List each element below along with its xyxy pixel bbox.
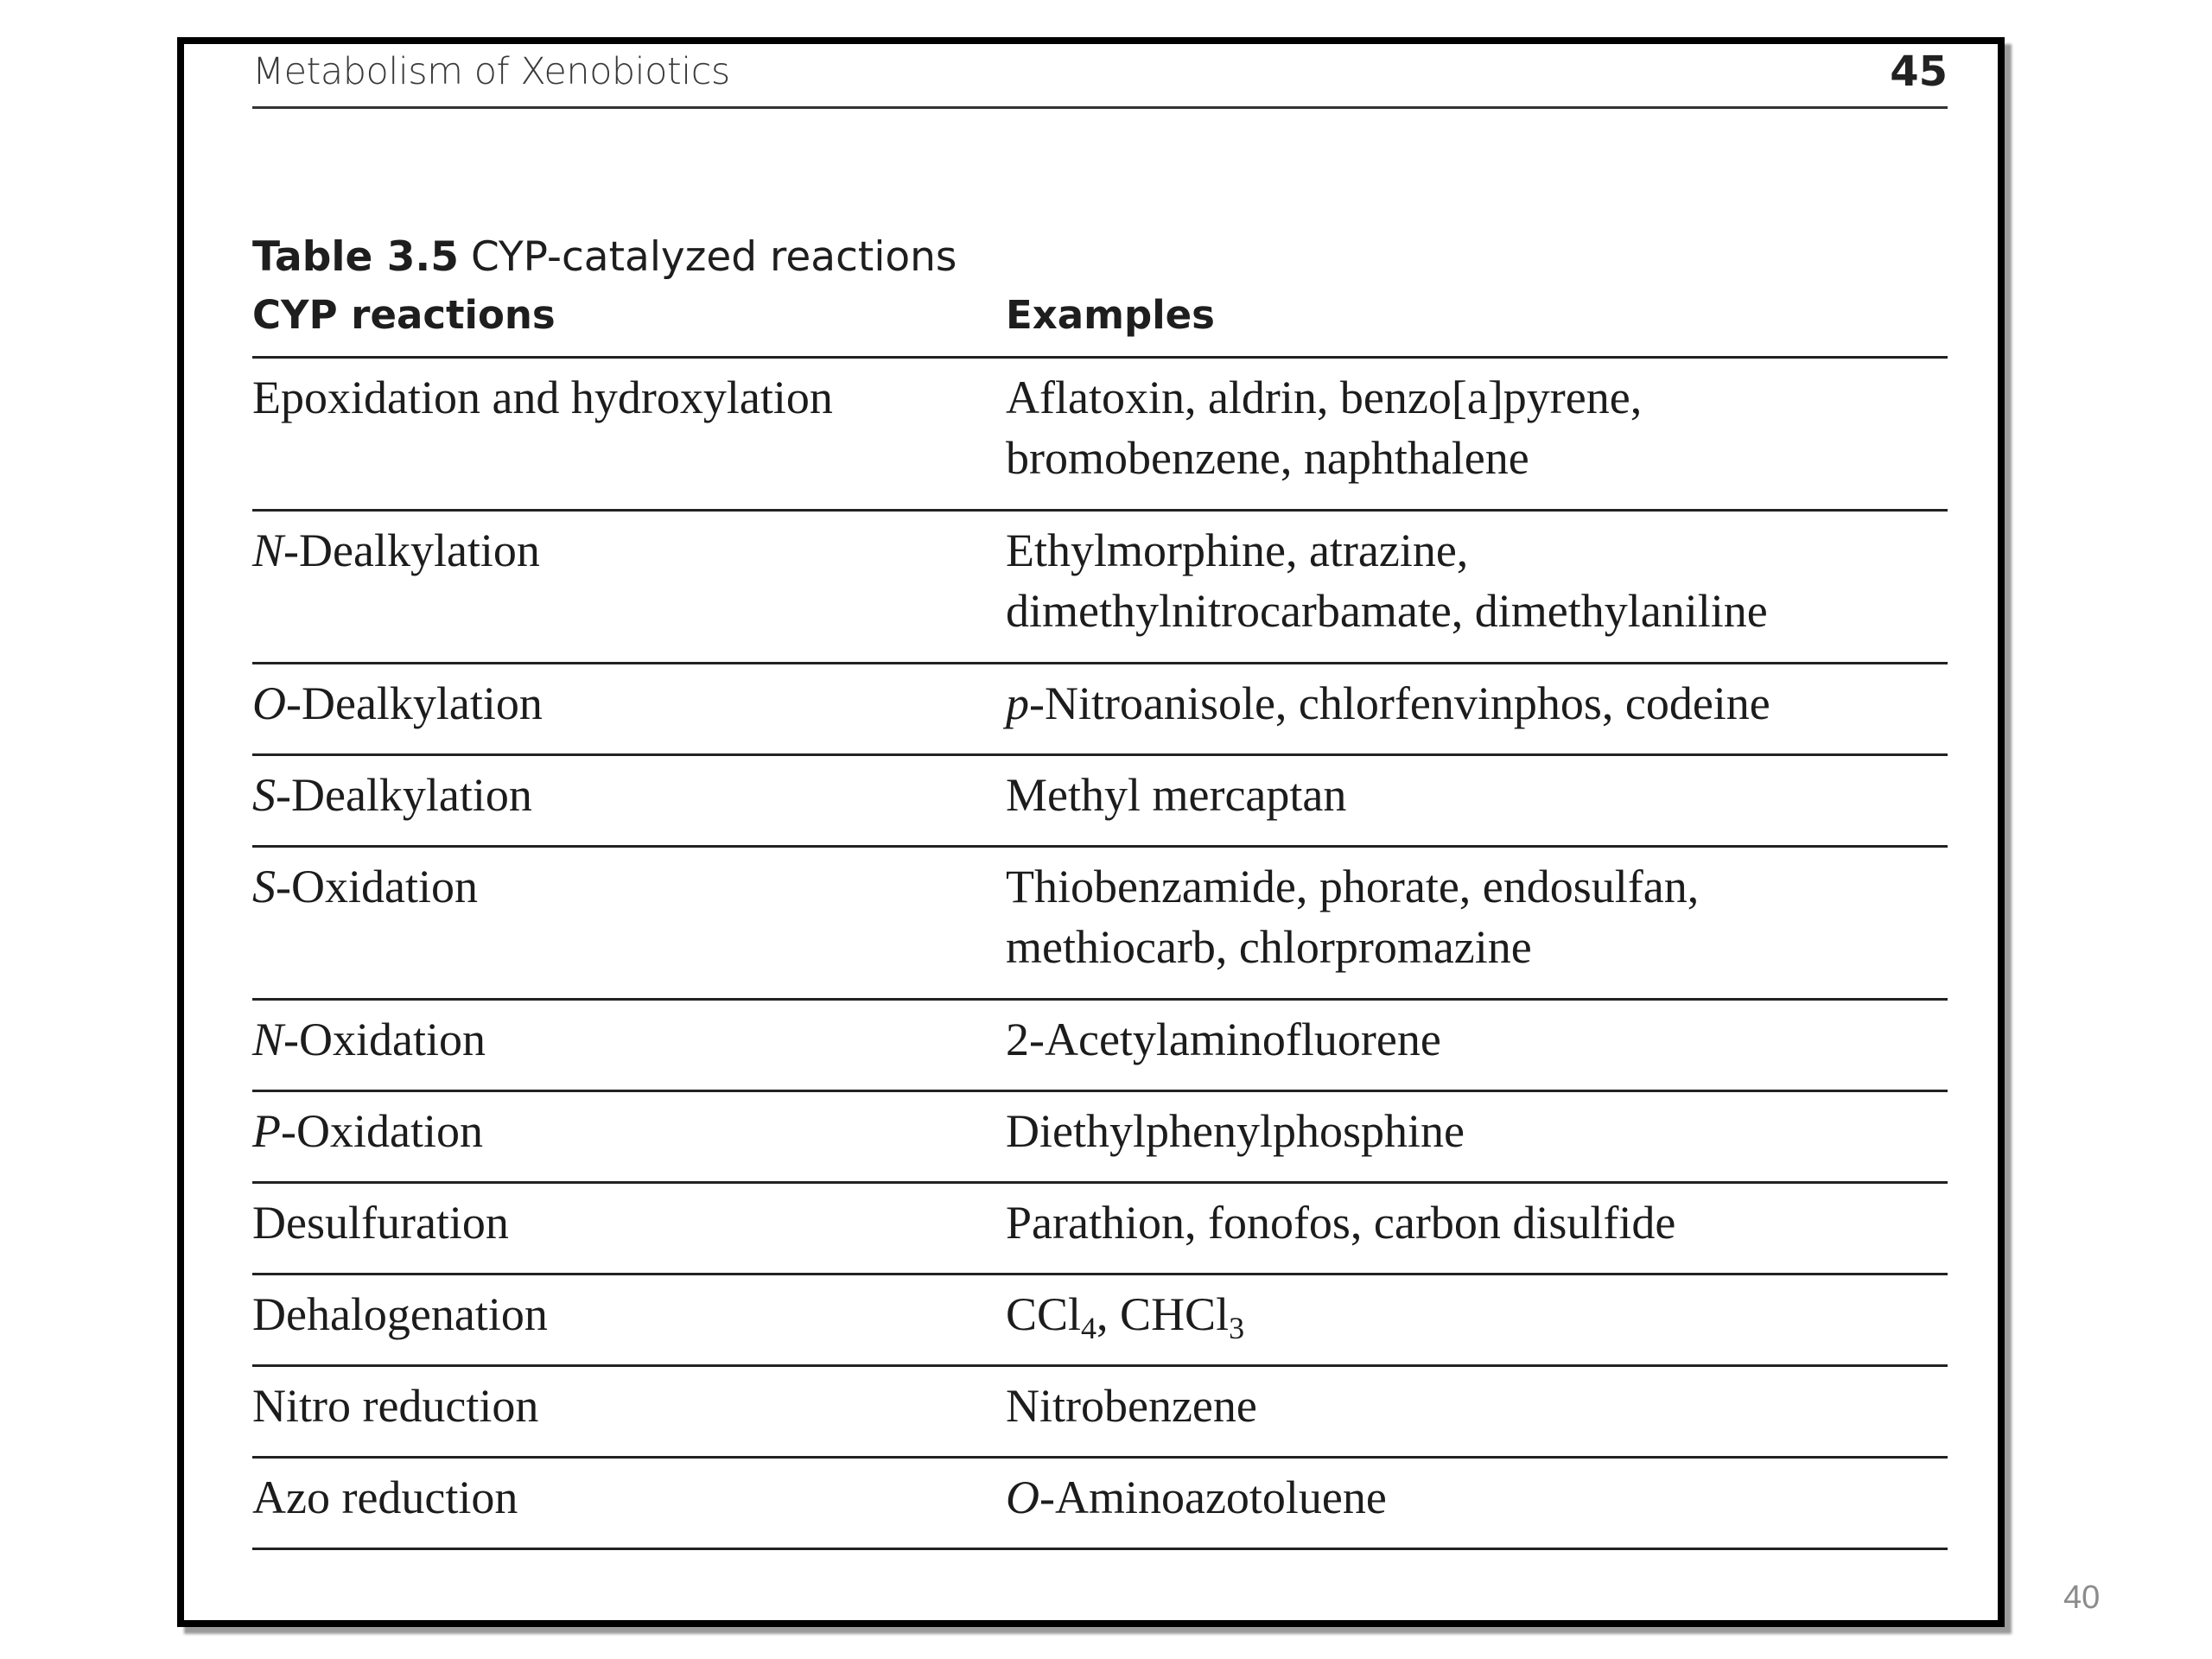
table-row	[252, 664, 1948, 756]
table-row	[252, 756, 1948, 848]
examples-line: bromobenzene, naphthalene	[1006, 432, 1529, 484]
reaction-cell: Azo reduction	[252, 1471, 518, 1523]
column-header-examples: Examples	[1006, 292, 1215, 338]
reaction-cell	[252, 520, 540, 581]
reaction-cell: Dehalogenation	[252, 1288, 548, 1340]
examples-cell	[1006, 1467, 1387, 1528]
reaction-cell	[252, 765, 532, 825]
table-row	[252, 1367, 1948, 1459]
reaction-prefix: S	[252, 769, 276, 821]
reaction-cell: Epoxidation and hydroxylation	[252, 372, 833, 423]
table-caption-text: CYP-catalyzed reactions	[470, 233, 957, 281]
table-row	[252, 1184, 1948, 1275]
examples-line: Ethylmorphine, atrazine,	[1006, 524, 1469, 576]
reaction-name: -Oxidation	[281, 1105, 483, 1157]
running-title: Metabolism of Xenobiotics	[252, 50, 730, 93]
examples-cell: Methyl mercaptan	[1006, 769, 1347, 821]
page-number: 45	[1890, 48, 1948, 96]
table-row	[252, 848, 1948, 1001]
formula-main: CHCl	[1120, 1288, 1230, 1340]
examples-line: dimethylnitrocarbamate, dimethylaniline	[1006, 585, 1768, 637]
examples-cell	[1006, 1284, 1244, 1344]
table-row	[252, 1092, 1948, 1184]
reaction-cell	[252, 856, 478, 917]
examples-prefix: p	[1006, 677, 1029, 729]
table-caption	[252, 233, 957, 281]
examples-cell	[1006, 520, 1768, 641]
reaction-name: -Dealkylation	[276, 769, 532, 821]
table-row	[252, 512, 1948, 664]
reaction-name: -Oxidation	[283, 1014, 486, 1065]
table-row	[252, 1001, 1948, 1092]
examples-cell: Parathion, fonofos, carbon disulfide	[1006, 1197, 1676, 1249]
reaction-prefix: N	[252, 1014, 284, 1065]
reaction-prefix: N	[252, 524, 284, 576]
examples-cell: Diethylphenylphosphine	[1006, 1105, 1465, 1157]
running-head	[252, 48, 1948, 109]
examples-line: -Nitroanisole, chlorfenvinphos, codeine	[1029, 677, 1770, 729]
reaction-cell: Nitro reduction	[252, 1380, 539, 1432]
examples-line: Aflatoxin, aldrin, benzo[a]pyrene,	[1006, 372, 1643, 423]
table-row	[252, 1275, 1948, 1367]
reaction-name: -Dealkylation	[283, 524, 540, 576]
table-header	[252, 287, 1948, 359]
table-row	[252, 359, 1948, 512]
examples-cell	[1006, 367, 1642, 488]
examples-line: methiocarb, chlorpromazine	[1006, 921, 1532, 973]
formula-subscript: 3	[1229, 1311, 1245, 1345]
examples-cell	[1006, 856, 1699, 977]
reaction-name: -Dealkylation	[286, 677, 543, 729]
reaction-cell	[252, 673, 543, 734]
table-caption-label: Table 3.5	[252, 233, 459, 281]
column-header-reactions: CYP reactions	[252, 292, 556, 338]
reaction-prefix: P	[252, 1105, 281, 1157]
reaction-cell	[252, 1009, 486, 1070]
reaction-cell	[252, 1101, 483, 1161]
formula-main: CCl	[1006, 1288, 1082, 1340]
examples-line: Thiobenzamide, phorate, endosulfan,	[1006, 861, 1700, 912]
formula-subscript: 4	[1081, 1311, 1097, 1345]
slide-number: 40	[2063, 1580, 2101, 1616]
reaction-prefix: S	[252, 861, 276, 912]
examples-cell	[1006, 673, 1770, 734]
cyp-reactions-table	[252, 287, 1948, 1550]
examples-prefix: O	[1006, 1471, 1039, 1523]
reaction-cell: Desulfuration	[252, 1197, 509, 1249]
table-row	[252, 1459, 1948, 1550]
reaction-name: -Oxidation	[276, 861, 478, 912]
examples-cell: Nitrobenzene	[1006, 1380, 1257, 1432]
reaction-prefix: O	[252, 677, 286, 729]
examples-line: -Aminoazotoluene	[1039, 1471, 1387, 1523]
formula-separator: ,	[1096, 1288, 1121, 1340]
examples-cell: 2-Acetylaminofluorene	[1006, 1014, 1441, 1065]
